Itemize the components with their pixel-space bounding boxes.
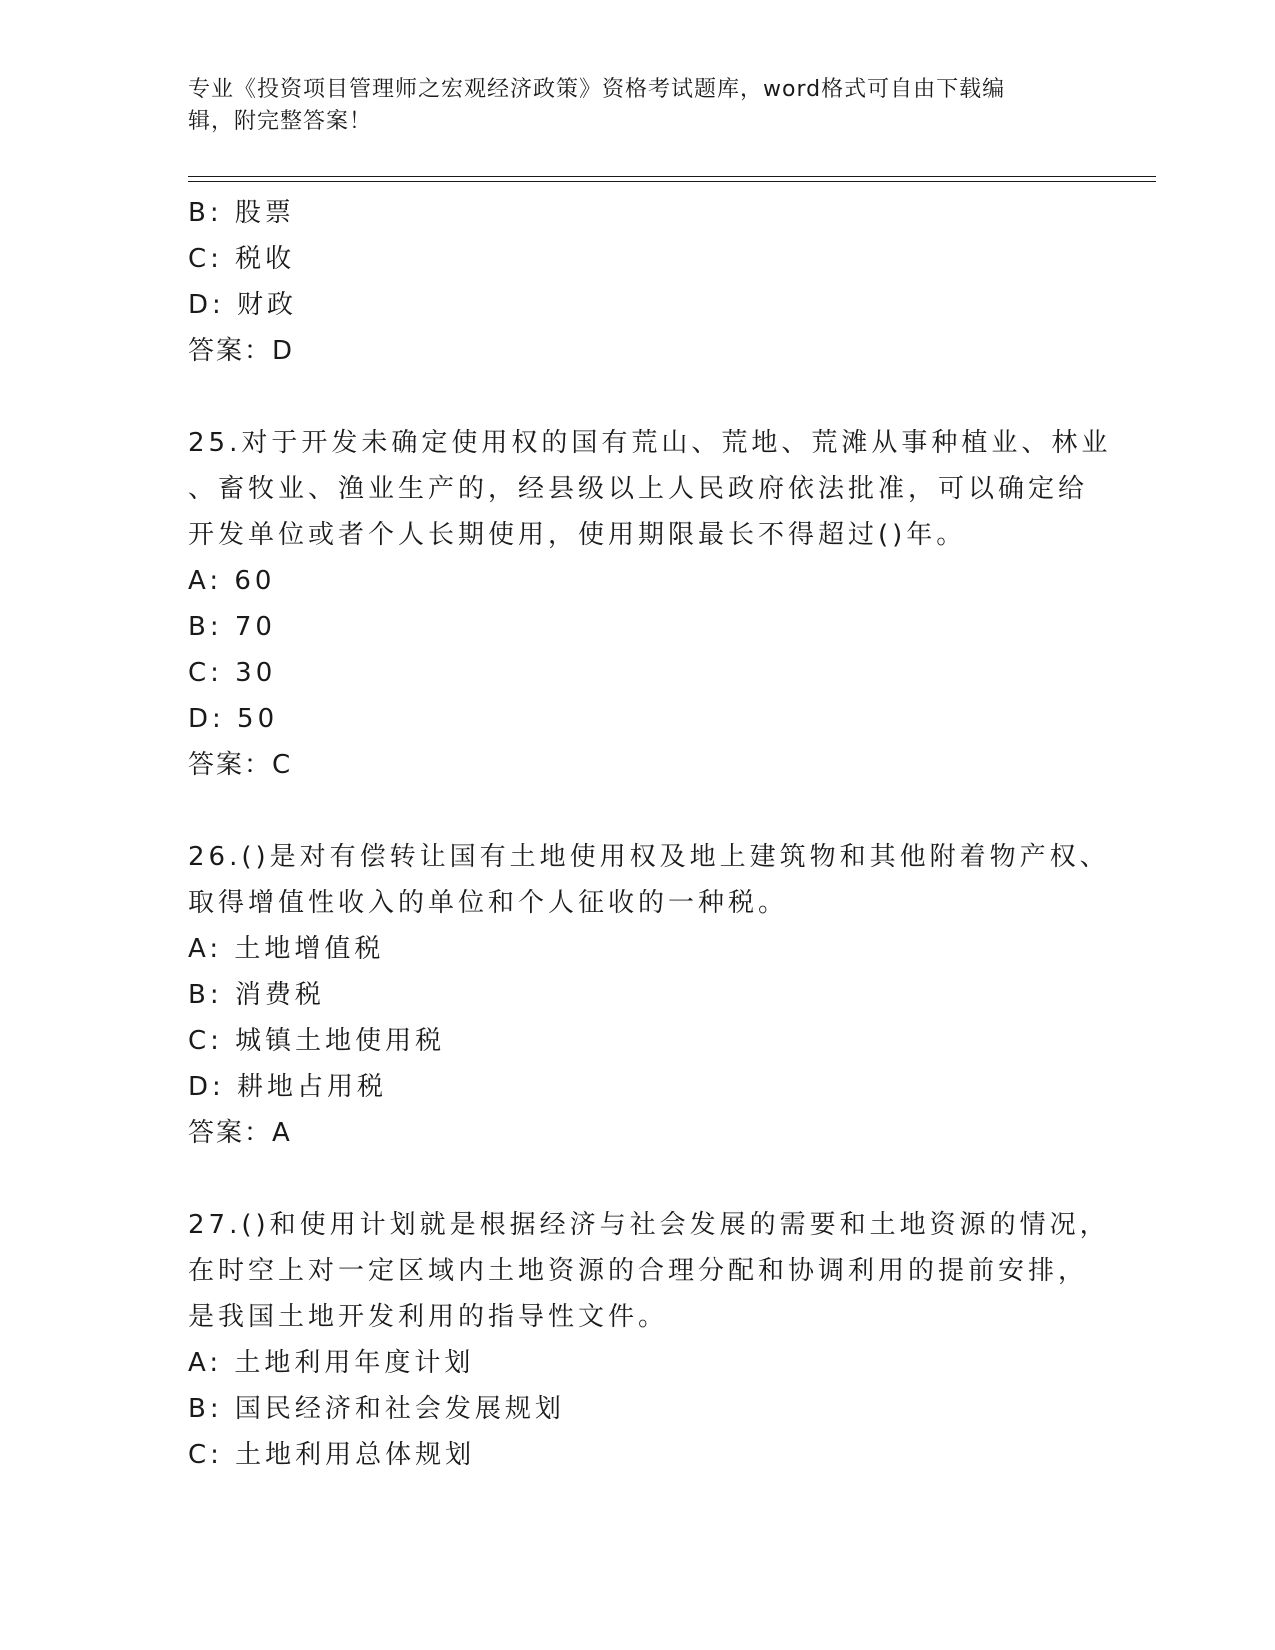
option-b: B: 70 — [188, 612, 276, 642]
header-line-1: 专业《投资项目管理师之宏观经济政策》资格考试题库，word格式可自由下载编 — [188, 77, 1006, 102]
option-a: A: 土地利用年度计划 — [188, 1348, 475, 1378]
question-26 — [188, 834, 1110, 1156]
option-b: B: 消费税 — [188, 980, 325, 1010]
option-d: D: 50 — [188, 704, 279, 734]
question-text-line: 开发单位或者个人长期使用，使用期限最长不得超过()年。 — [188, 520, 967, 550]
option-c: C: 税收 — [188, 244, 296, 274]
question-text-line: 27.()和使用计划就是根据经济与社会发展的需要和土地资源的情况， — [188, 1210, 1110, 1240]
document-header — [188, 74, 1088, 138]
header-divider-top — [188, 176, 1156, 177]
question-text-line: 、畜牧业、渔业生产的，经县级以上人民政府依法批准，可以确定给 — [188, 474, 1089, 504]
option-b: B: 股票 — [188, 198, 295, 228]
option-a: A: 60 — [188, 566, 276, 596]
answer-line: 答案：A — [188, 1118, 292, 1148]
question-27 — [188, 1202, 1110, 1478]
question-text-line: 取得增值性收入的单位和个人征收的一种税。 — [188, 888, 789, 918]
option-b: B: 国民经济和社会发展规划 — [188, 1394, 565, 1424]
question-text-line: 25.对于开发未确定使用权的国有荒山、荒地、荒滩从事种植业、林业 — [188, 428, 1112, 458]
option-c: C: 土地利用总体规划 — [188, 1440, 476, 1470]
answer-line: 答案：C — [188, 750, 293, 780]
option-d: D: 耕地占用税 — [188, 1072, 388, 1102]
document-body — [188, 190, 1112, 1478]
question-text-line: 在时空上对一定区域内土地资源的合理分配和协调利用的提前安排， — [188, 1256, 1089, 1286]
option-c: C: 30 — [188, 658, 277, 688]
option-c: C: 城镇土地使用税 — [188, 1026, 446, 1056]
question-24-continued — [188, 190, 1088, 374]
question-text-line: 26.()是对有偿转让国有土地使用权及地上建筑物和其他附着物产权、 — [188, 842, 1110, 872]
question-text-line: 是我国土地开发利用的指导性文件。 — [188, 1302, 669, 1332]
question-25 — [188, 420, 1112, 788]
header-divider-bottom — [188, 181, 1156, 182]
answer-line: 答案：D — [188, 336, 295, 366]
option-a: A: 土地增值税 — [188, 934, 385, 964]
header-line-2: 辑，附完整答案！ — [188, 109, 373, 134]
option-d: D: 财政 — [188, 290, 298, 320]
